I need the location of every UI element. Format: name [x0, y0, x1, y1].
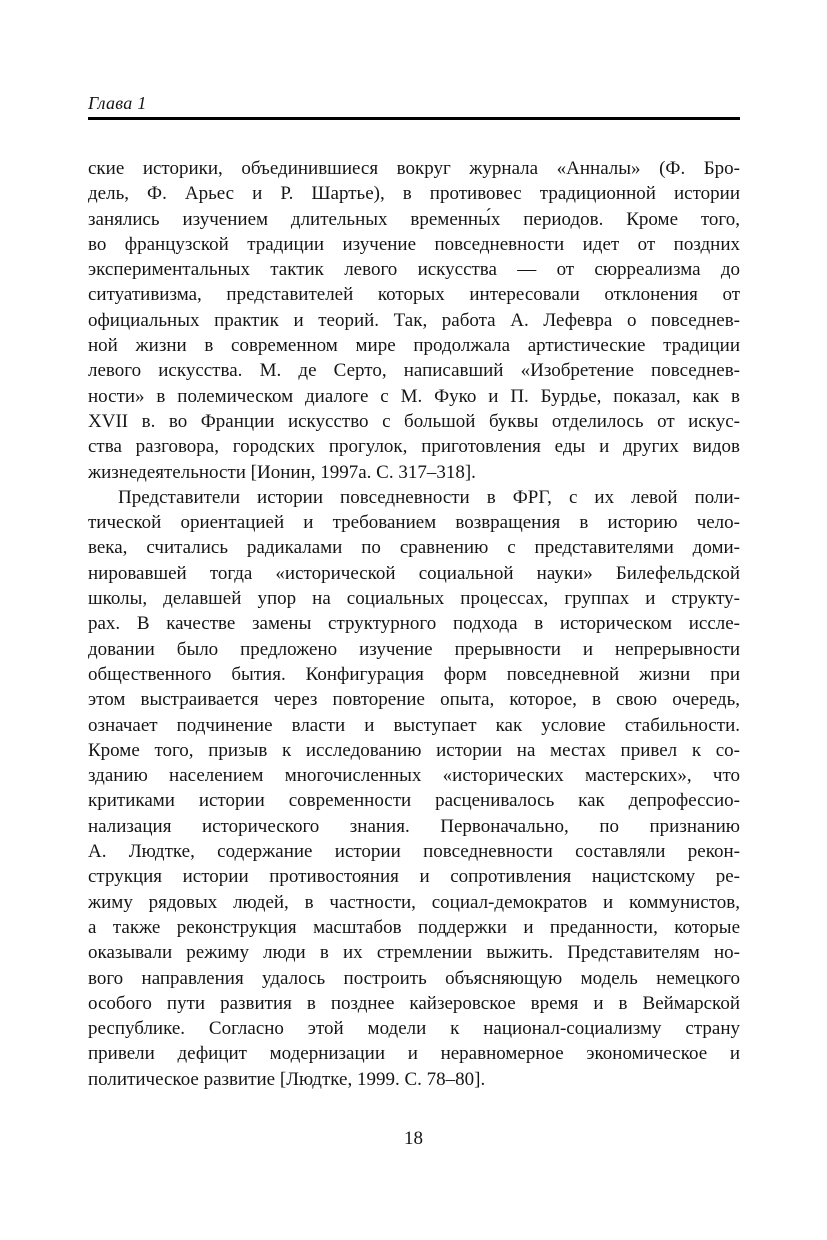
- text-line: левого искусства. М. де Серто, написавший «Изобретение повседнев-: [88, 360, 740, 382]
- text-line: Кроме того, призыв к исследованию истории на местах привел к со-: [88, 739, 740, 761]
- header-rule: [88, 117, 740, 120]
- text-line: а также реконструкция масштабов поддержки и преданности, которые: [88, 916, 740, 938]
- paragraph-2: [88, 485, 740, 1092]
- text-line: зданию населением многочисленных «исторических мастерских», что: [88, 765, 740, 787]
- text-line: жизнедеятельности [Ионин, 1997а. С. 317–318].: [88, 461, 476, 483]
- text-line: привели дефицит модернизации и неравномерное экономическое и: [88, 1043, 740, 1065]
- text-line: особого пути развития в позднее кайзеровское время и в Веймарской: [88, 992, 740, 1014]
- text-line: ности» в полемическом диалоге с М. Фуко и П. Бурдье, показал, как в: [88, 385, 740, 407]
- text-line: ной жизни в современном мире продолжала артистические традиции: [88, 335, 740, 357]
- page-number: 18: [404, 1128, 423, 1149]
- text-line: века, считались радикалами по сравнению с представителями доми-: [88, 537, 740, 559]
- text-line: общественного бытия. Конфигурация форм повседневной жизни при: [88, 663, 740, 685]
- text-line: республике. Согласно этой модели к национал-социализму страну: [88, 1018, 740, 1040]
- text-line: XVII в. во Франции искусство с большой буквы отделилось от искус-: [88, 410, 740, 432]
- text-line: Представители истории повседневности в ФРГ, с их левой поли-: [118, 486, 740, 508]
- body-text: [88, 156, 740, 1092]
- page-header: [88, 92, 740, 120]
- text-line: этом выстраивается через повторение опыта, которое, в свою очередь,: [88, 689, 740, 711]
- text-line: довании было предложено изучение прерывности и непрерывности: [88, 638, 740, 660]
- text-line: оказывали режиму люди в их стремлении выжить. Представителям но-: [88, 942, 740, 964]
- text-line: рах. В качестве замены структурного подхода в историческом иссле-: [88, 613, 740, 635]
- text-line: экспериментальных тактик левого искусства — от сюрреализма до: [88, 259, 740, 281]
- text-line: струкция истории противостояния и сопротивления нацистскому ре-: [88, 866, 740, 888]
- text-line: официальных практик и теорий. Так, работа А. Лефевра о повседнев-: [88, 309, 740, 331]
- text-line: нировавшей тогда «исторической социальной науки» Билефельдской: [88, 562, 740, 584]
- text-line: ситуативизма, представителей которых интересовали отклонения от: [88, 284, 740, 306]
- text-line: тической ориентацией и требованием возвращения в историю чело-: [88, 512, 740, 534]
- text-line: школы, делавшей упор на социальных процессах, группах и структу-: [88, 588, 740, 610]
- text-line: жиму рядовых людей, в частности, социал-демократов и коммунистов,: [88, 891, 740, 913]
- text-line: дель, Ф. Арьес и Р. Шартье), в противовес традиционной истории: [88, 183, 740, 205]
- chapter-title: Глава 1: [88, 93, 147, 113]
- text-line: нализация исторического знания. Первоначально, по признанию: [88, 815, 740, 837]
- text-line: критиками истории современности расценивалось как депрофессио-: [88, 790, 740, 812]
- text-line: ские историки, объединившиеся вокруг журнала «Анналы» (Ф. Бро-: [88, 158, 740, 179]
- text-line: А. Людтке, содержание истории повседневности составляли рекон-: [88, 841, 740, 863]
- text-line: занялись изучением длительных временны́х периодов. Кроме того,: [88, 208, 740, 230]
- text-line: вого направления удалось построить объясняющую модель немецкого: [88, 967, 740, 989]
- text-line: во французской традиции изучение повседневности идет от поздних: [88, 233, 740, 255]
- text-line: ства разговора, городских прогулок, приготовления еды и других видов: [88, 436, 740, 458]
- text-line: означает подчинение власти и выступает как условие стабильности.: [88, 714, 740, 736]
- text-line: политическое развитие [Людтке, 1999. С. 78–80].: [88, 1068, 486, 1090]
- page-footer: [0, 1128, 827, 1150]
- paragraph-1: [88, 156, 740, 485]
